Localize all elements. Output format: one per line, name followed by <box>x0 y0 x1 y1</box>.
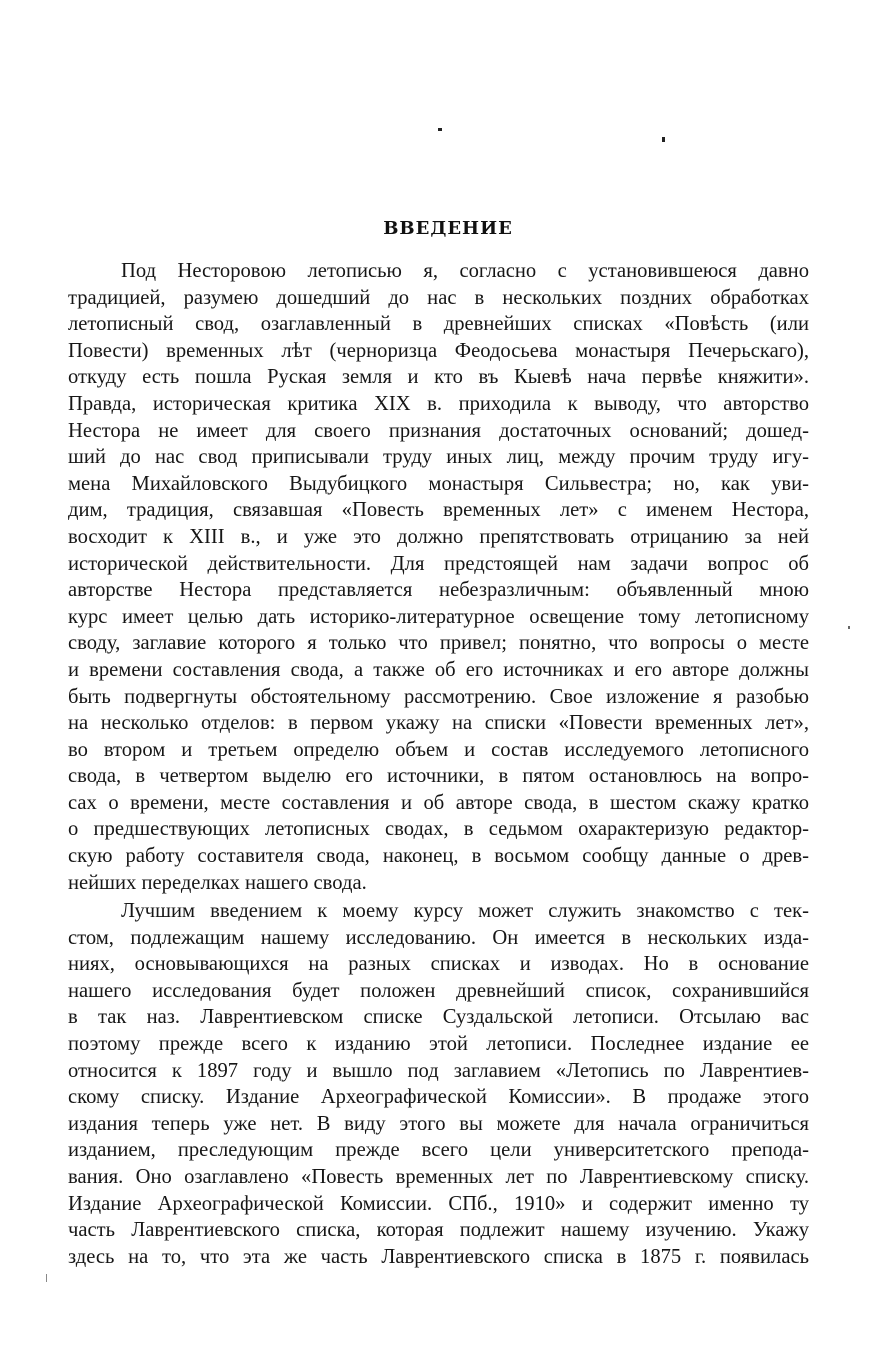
paragraph-1 <box>68 258 809 896</box>
print-speck-right <box>662 137 665 142</box>
text-line: в так наз. Лаврентиевском списке Суздальской летописи. Отсылаю вас <box>68 1006 809 1029</box>
text-line: ший до нас свод приписывали труду иных лиц, между прочим труду игу- <box>68 446 809 469</box>
text-line: ниях, основывающихся на разных списках и изводах. Но в основание <box>68 953 809 976</box>
text-line: нашего исследования будет положен древнейший список, сохранившийся <box>68 979 809 1002</box>
text-line: относится к 1897 году и вышло под заглавием «Летопись по Лаврентиев- <box>68 1059 809 1082</box>
text-line: на несколько отделов: в первом укажу на списки «Повести временных лет», <box>68 712 809 735</box>
text-line: здесь на то, что эта же часть Лаврентиевского списка в 1875 г. появилась <box>68 1245 809 1268</box>
text-line: курс имеет целью дать историко-литературное освещение тому летописному <box>68 605 809 628</box>
text-line: Правда, историческая критика XIX в. приходила к выводу, что авторство <box>68 392 809 415</box>
text-line: восходит к XIII в., и уже это должно препятствовать отрицанию за ней <box>68 525 809 548</box>
text-line: традицией, разумею дошедший до нас в нескольких поздних обработках <box>68 286 809 309</box>
print-speck-left <box>438 128 442 131</box>
text-line: сах о времени, месте составления и об авторе свода, в шестом скажу кратко <box>68 791 809 814</box>
text-line: Под Несторовою летописью я, согласно с установившеюся давно <box>121 260 809 282</box>
text-line: скому списку. Издание Археографической Комиссии». В продаже этого <box>68 1086 809 1109</box>
text-line: стом, подлежащим нашему исследованию. Он имеется в нескольких изда- <box>68 926 809 949</box>
text-line: издания теперь уже нет. В виду этого вы можете для начала ограничиться <box>68 1112 809 1135</box>
text-line: и времени составления свода, а также об его источниках и его авторе должны <box>68 658 809 681</box>
text-line: мена Михайловского Выдубицкого монастыря Сильвестра; но, как уви- <box>68 472 809 495</box>
text-line: Издание Археографической Комиссии. СПб., 1910» и содержит именно ту <box>68 1192 809 1215</box>
paragraph-2 <box>68 898 809 1270</box>
text-line: свода, в четвертом выделю его источники, в пятом остановлюсь на вопро- <box>68 765 809 788</box>
text-line: изданием, преследующим прежде всего цели университетского препода- <box>68 1139 809 1162</box>
text-line: нейших переделках нашего свода. <box>68 871 367 894</box>
text-line: авторстве Нестора представляется небезразличным: объявленный мною <box>68 579 809 602</box>
text-line: Нестора не имеет для своего признания достаточных оснований; дошед- <box>68 419 809 442</box>
text-line: летописный свод, озаглавленный в древнейших списках «Повѣсть (или <box>68 313 809 336</box>
text-line: скую работу составителя свода, наконец, в восьмом сообщу данные о древ- <box>68 845 809 868</box>
text-line: поэтому прежде всего к изданию этой летописи. Последнее издание ее <box>68 1032 809 1055</box>
text-line: во втором и третьем определю объем и состав исследуемого летописного <box>68 738 809 761</box>
text-line: Лучшим введением к моему курсу может служить знакомство с тек- <box>121 900 809 922</box>
text-line: о предшествующих летописных сводах, в седьмом охарактеризую редактор- <box>68 818 809 841</box>
print-speck-margin <box>848 626 850 629</box>
text-line: исторической действительности. Для предстоящей нам задачи вопрос об <box>68 552 809 575</box>
text-line: часть Лаврентиевского списка, которая подлежит нашему изучению. Укажу <box>68 1219 809 1242</box>
text-line: дим, традиция, связавшая «Повесть временных лет» с именем Нестора, <box>68 499 809 522</box>
page-heading: ВВЕДЕНИЕ <box>383 218 513 239</box>
text-line: Повести) временных лѣт (черноризца Феодосьева монастыря Печерьскаго), <box>68 339 809 362</box>
text-line: откуду есть пошла Руская земля и кто въ Кыевѣ нача первѣе княжити». <box>68 366 809 389</box>
text-line: быть подвергнуты обстоятельному рассмотрению. Свое изложение я разобью <box>68 685 809 708</box>
print-speck-bottom <box>46 1274 47 1282</box>
text-line: вания. Оно озаглавлено «Повесть временных лет по Лаврентиевскому списку. <box>68 1165 809 1188</box>
text-line: своду, заглавие которого я только что привел; понятно, что вопросы о месте <box>68 632 809 655</box>
